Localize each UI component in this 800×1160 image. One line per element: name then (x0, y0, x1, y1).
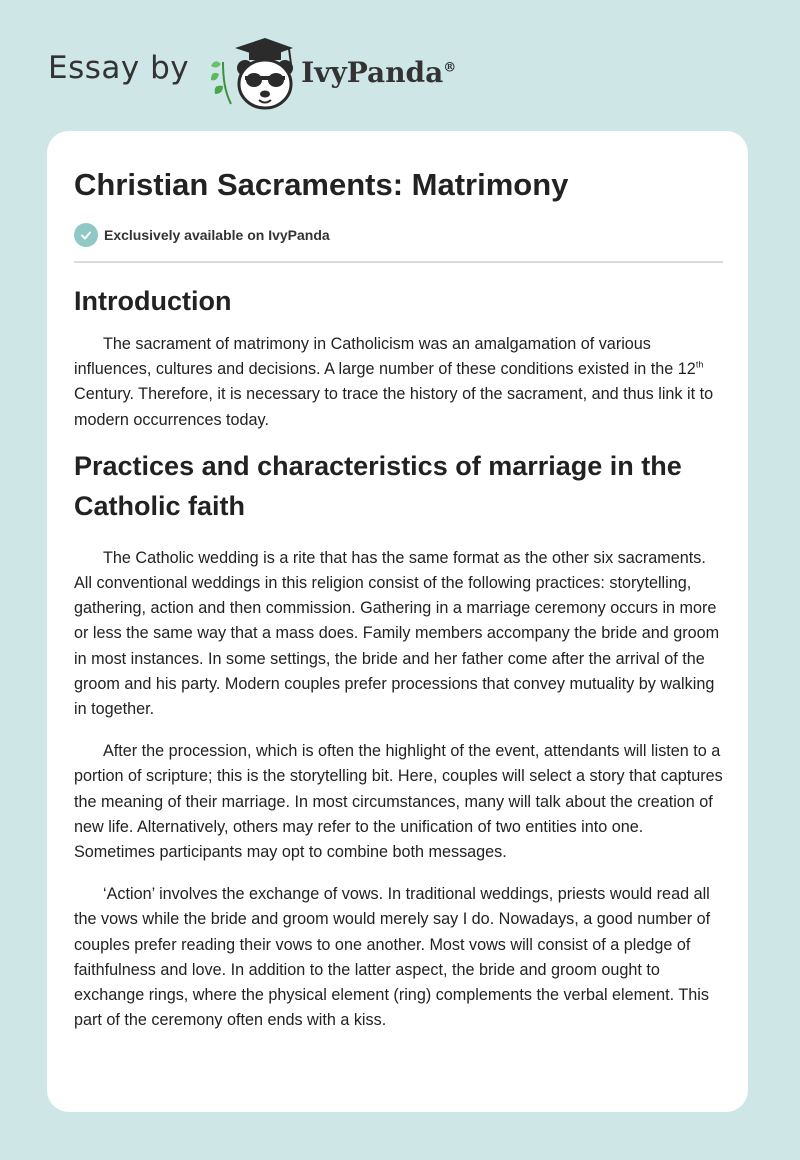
superscript-th: th (695, 359, 704, 370)
panda-graduation-logo-icon[interactable] (205, 34, 295, 114)
page-title: Christian Sacraments: Matrimony (74, 167, 569, 202)
section-heading-introduction: Introduction (74, 286, 232, 316)
exclusive-badge (74, 223, 330, 247)
registered-mark: ® (443, 60, 457, 76)
section-heading-practices: Practices and characteristics of marriage in the Catholic faith (74, 450, 682, 521)
exclusive-label: Exclusively available on IvyPanda (104, 227, 330, 243)
site-header (48, 34, 548, 114)
essay-card (47, 131, 748, 1112)
brand-name[interactable]: IvyPanda® (301, 55, 457, 89)
divider (74, 261, 723, 263)
article-body (74, 281, 724, 1033)
paragraph-practices-2: After the procession, which is often the highlight of the event, attendants will listen to a portion of scripture; this is the storytelling bit. Here, couples will select a story that captures the meaning of their marriage. In most circumstances, many will talk about the creation of new life. Alternatively, others may refer to the unification of two entities into one. Sometimes participants may opt to combine both messages. (74, 742, 723, 862)
paragraph-practices-3: ‘Action’ involves the exchange of vows. In traditional weddings, priests would read all the vows while the bride and groom would merely say I do. Nowadays, a good number of couples prefer reading their vows to one another. Most vows will consist of a pledge of faithfulness and love. In addition to the latter aspect, the bride and groom ought to exchange rings, where the physical element (ring) complements the verbal element. This part of the ceremony often ends with a kiss. (74, 885, 711, 1030)
paragraph-intro: The sacrament of matrimony in Catholicism was an amalgamation of various influences, cultures and decisions. A large number of these conditions existed in the 12th Century. Therefore, it is necessary to trace the history of the sacrament, and thus link it to modern occurrences today. (74, 335, 714, 429)
ivy-leaf-icon (211, 61, 231, 104)
paragraph-practices-1: The Catholic wedding is a rite that has the same format as the other six sacraments. All conventional weddings in this religion consist of the following practices: storytelling, gathering, action and then commission. Gathering in a marriage ceremony occurs in more or less the same way that a mass does. Family members accompany the bride and groom in most instances. In some settings, the bride and her father come after the arrival of the groom and his party. Modern couples prefer processions that convey mutuality by walking in together. (74, 548, 720, 719)
checkmark-icon (74, 223, 98, 247)
essay-by-label: Essay by (48, 50, 190, 86)
